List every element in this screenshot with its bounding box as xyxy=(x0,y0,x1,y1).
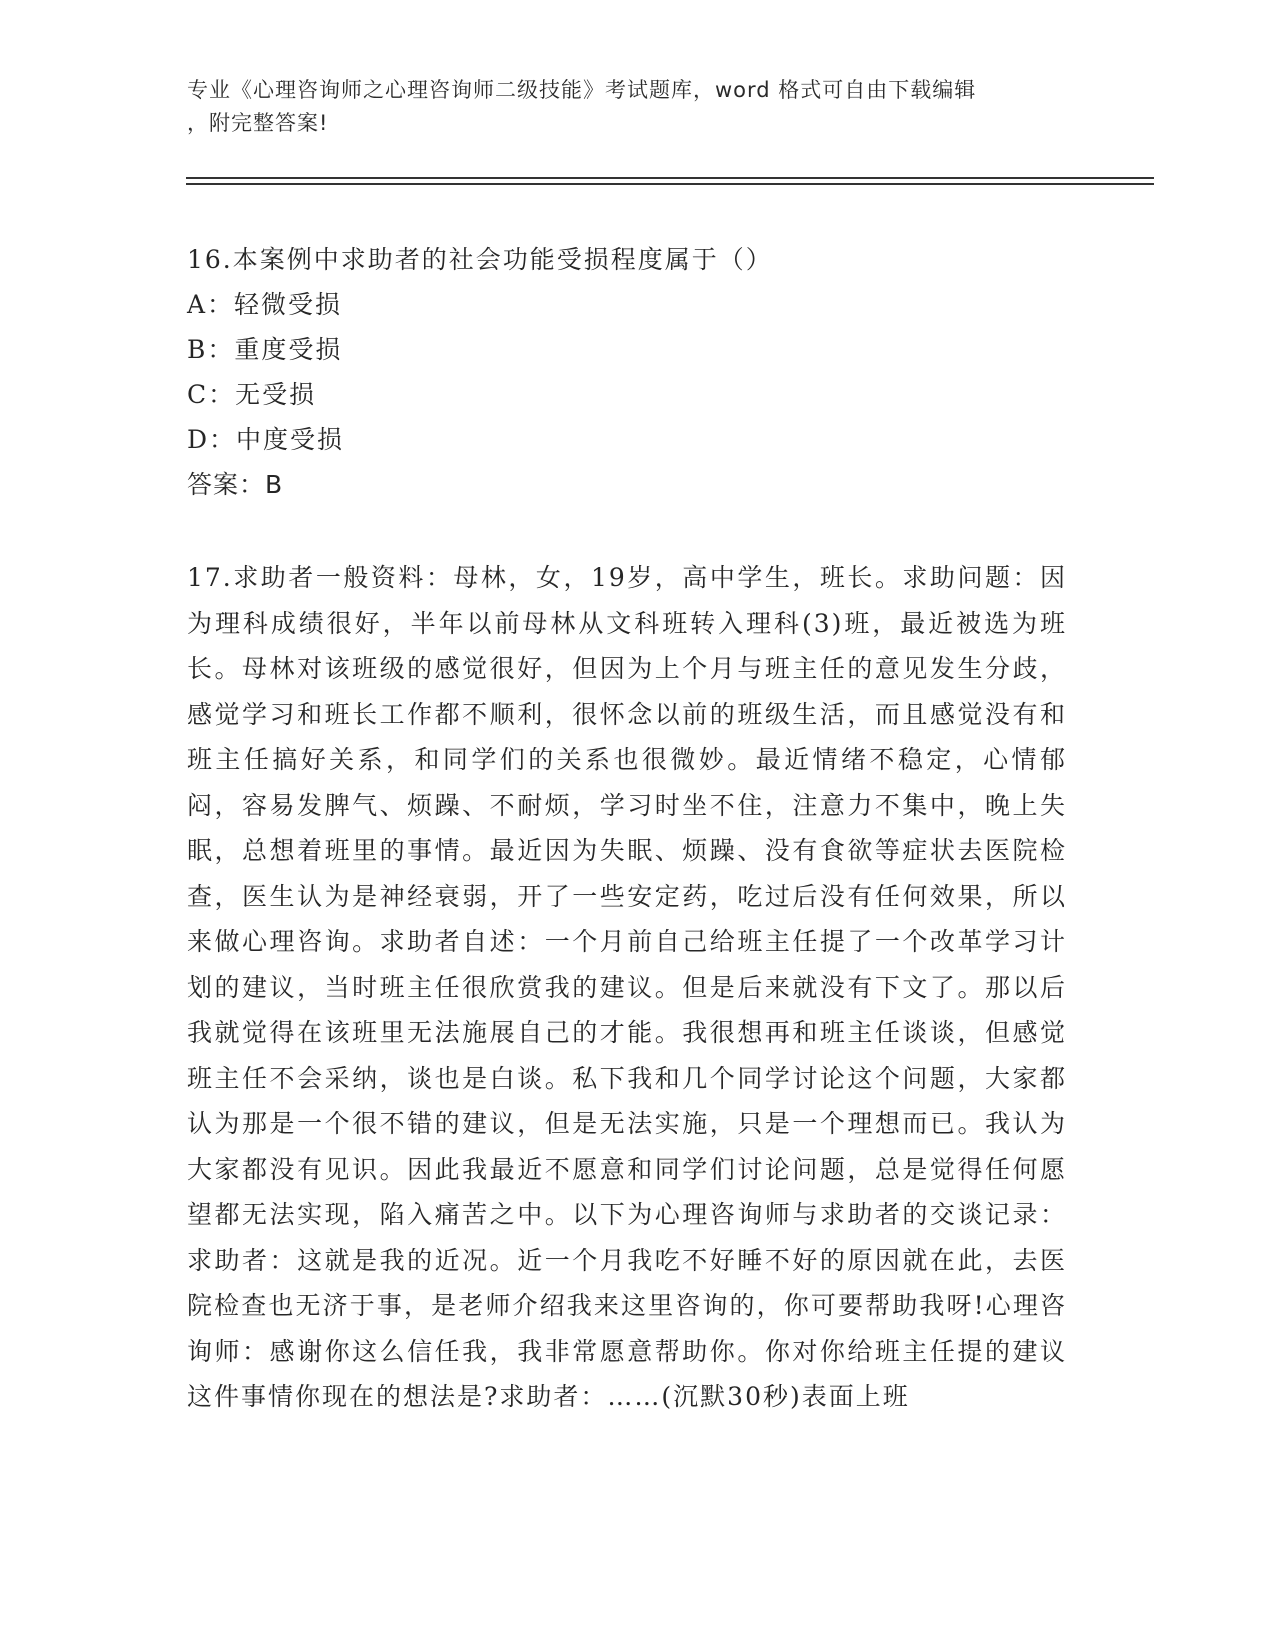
question-16 xyxy=(187,237,1087,507)
option-b: B：重度受损 xyxy=(187,335,343,364)
question-16-answer: 答案：B xyxy=(187,470,284,499)
question-17: 17.求助者一般资料：母林，女，19岁，高中学生，班长。求助问题：因为理科成绩很好，半年以前母林从文科班转入理科(3)班，最近被选为班长。母林对该班级的感觉很好，但因为上个月与班主任的意见发生分歧，感觉学习和班长工作都不顺利，很怀念以前的班级生活，而且感觉没有和班主任搞好关系，和同学们的关系也很微妙。最近情绪不稳定，心情郁闷，容易发脾气、烦躁、不耐烦，学习时坐不住，注意力不集中，晚上失眠，总想着班里的事情。最近因为失眠、烦躁、没有食欲等症状去医院检查，医生认为是神经衰弱，开了一些安定药，吃过后没有任何效果，所以来做心理咨询。求助者自述：一个月前自己给班主任提了一个改革学习计划的建议，当时班主任很欣赏我的建议。但是后来就没有下文了。那以后我就觉得在该班里无法施展自己的才能。我很想再和班主任谈谈，但感觉班主任不会采纳，谈也是白谈。私下我和几个同学讨论这个问题，大家都认为那是一个很不错的建议，但是无法实施，只是一个理想而已。我认为大家都没有见识。因此我最近不愿意和同学们讨论问题，总是觉得任何愿望都无法实现，陷入痛苦之中。以下为心理咨询师与求助者的交谈记录：求助者：这就是我的近况。近一个月我吃不好睡不好的原因就在此，去医院检查也无济于事，是老师介绍我来这里咨询的，你可要帮助我呀!心理咨询师：感谢你这么信任我，我非常愿意帮助你。你对你给班主任提的建议这件事情你现在的想法是?求助者：……(沉默30秒)表面上班 xyxy=(187,563,1067,1411)
option-d: D：中度受损 xyxy=(187,425,345,454)
question-16-stem: 16.本案例中求助者的社会功能受损程度属于（） xyxy=(187,245,773,274)
document-header xyxy=(187,74,1067,140)
option-a: A：轻微受损 xyxy=(187,290,343,319)
header-line-1: 专业《心理咨询师之心理咨询师二级技能》考试题库，word 格式可自由下载编辑 xyxy=(187,78,977,102)
header-divider-bottom xyxy=(186,183,1154,185)
header-line-2: ，附完整答案! xyxy=(187,111,329,135)
option-c: C：无受损 xyxy=(187,380,317,409)
header-divider-top xyxy=(186,177,1154,179)
